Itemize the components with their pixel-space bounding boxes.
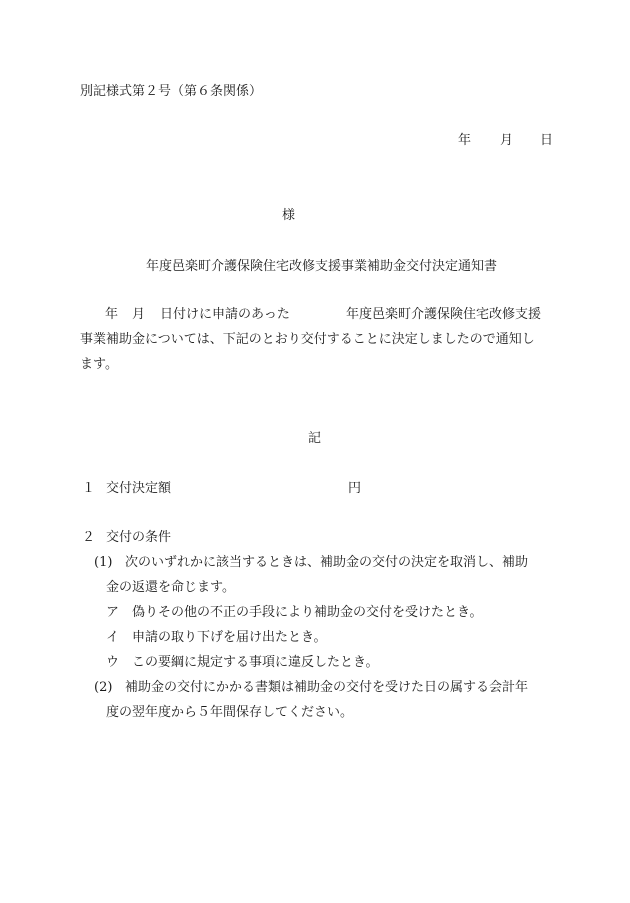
item1-unit: 円 bbox=[348, 481, 362, 496]
body-program-name: 年度邑楽町介護保険住宅改修支援 bbox=[346, 307, 542, 322]
date-month-label: 月 bbox=[500, 133, 514, 148]
sub-text-a: 偽りその他の不正の手段により補助金の交付を受けたとき。 bbox=[132, 605, 483, 620]
addressee-suffix: 様 bbox=[282, 208, 296, 223]
cond2-line-2: 度の翌年度から５年間保存してください。 bbox=[106, 705, 354, 720]
document-title: 年度邑楽町介護保険住宅改修支援事業補助金交付決定通知書 bbox=[146, 259, 498, 274]
item2-number: ２ bbox=[82, 530, 96, 545]
cond2-number: (2) bbox=[94, 680, 113, 695]
item1-label: 交付決定額 bbox=[106, 481, 172, 496]
sub-mark-u: ウ bbox=[106, 655, 120, 670]
sub-text-i: 申請の取り下げを届け出たとき。 bbox=[132, 630, 327, 645]
sub-text-u: この要綱に規定する事項に違反したとき。 bbox=[132, 655, 379, 670]
body-day-text: 日付けに申請のあった bbox=[160, 307, 290, 322]
date-year-label: 年 bbox=[458, 133, 472, 148]
item2-label: 交付の条件 bbox=[106, 530, 172, 545]
cond1-number: (1) bbox=[94, 555, 113, 570]
cond2-line-1: 補助金の交付にかかる書類は補助金の交付を受けた日の属する会計年 bbox=[125, 680, 529, 695]
date-day-label: 日 bbox=[540, 133, 554, 148]
cond1-line-1: 次のいずれかに該当するときは、補助金の交付の決定を取消し、補助 bbox=[125, 555, 529, 570]
cond1-line-2: 金の返還を命じます。 bbox=[106, 580, 235, 595]
form-label: 別記様式第２号（第６条関係） bbox=[80, 84, 263, 99]
body-line-2: 事業補助金については、下記のとおり交付することに決定しましたので通知し bbox=[80, 332, 535, 347]
body-line-3: ます。 bbox=[80, 357, 118, 372]
sub-mark-i: イ bbox=[106, 630, 120, 645]
body-month-label: 月 bbox=[132, 307, 146, 322]
ki-heading: 記 bbox=[308, 431, 322, 446]
body-year-label: 年 bbox=[105, 307, 119, 322]
sub-mark-a: ア bbox=[106, 605, 120, 620]
item1-number: １ bbox=[82, 481, 96, 496]
